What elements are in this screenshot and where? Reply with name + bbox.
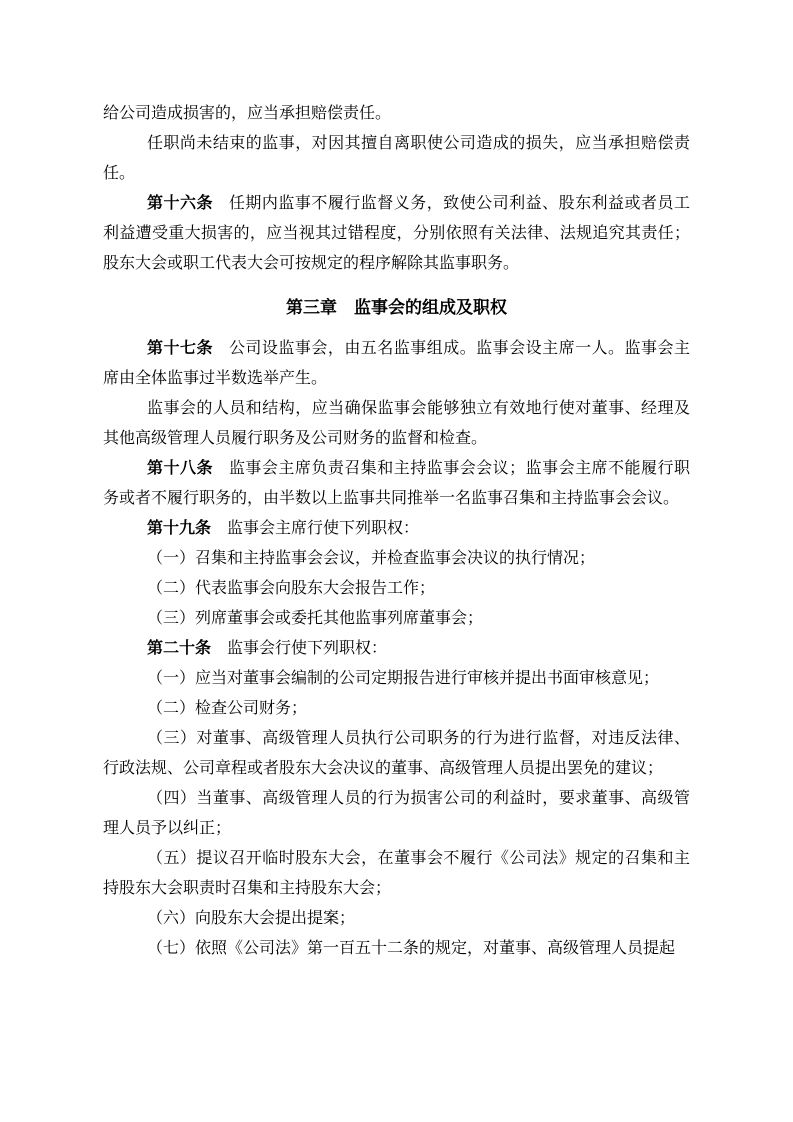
list-item-20-1: （一）应当对董事会编制的公司定期报告进行审核并提出书面审核意见；	[147, 670, 660, 687]
list-item-20-5: （五）提议召开临时股东大会，在董事会不履行《公司法》规定的召集和主持股东大会职责时召集和主持股东大会；	[103, 850, 690, 897]
article-paragraph-19	[103, 514, 690, 544]
list-item-19-2: （二）代表监事会向股东大会报告工作；	[147, 580, 436, 597]
list-item-20-6: （六）向股东大会提出提案；	[147, 910, 356, 927]
list-item-20-2: （二）检查公司财务；	[147, 700, 308, 717]
list-item-20-4: （四）当董事、高级管理人员的行为损害公司的利益时，要求董事、高级管理人员予以纠正；	[103, 790, 690, 837]
article-paragraph-20	[103, 634, 690, 664]
article-number-18: 第十八条	[147, 460, 213, 477]
article-text-17: 公司设监事会，由五名监事组成。监事会设主席一人。监事会主席由全体监事过半数选举产生。	[103, 340, 690, 387]
chapter-heading: 第三章 监事会的组成及职权	[286, 298, 507, 317]
article-number-19: 第十九条	[147, 520, 212, 537]
article-text-19: 监事会主席行使下列职权：	[227, 520, 420, 537]
paragraph-body: 监事会的人员和结构，应当确保监事会能够独立有效地行使对董事、经理及其他高级管理人员履行职务及公司财务的监督和检查。	[103, 400, 690, 447]
paragraph-body: 任职尚未结束的监事，对因其擅自离职使公司造成的损失，应当承担赔偿责任。	[103, 135, 690, 182]
list-item-20-7: （七）依照《公司法》第一百五十二条的规定，对董事、高级管理人员提起	[147, 940, 676, 957]
article-paragraph-17	[103, 334, 690, 394]
article-text-18: 监事会主席负责召集和主持监事会会议；监事会主席不能履行职务或者不履行职务的，由半数以上监事共同推举一名监事召集和主持监事会会议。	[103, 460, 690, 507]
article-text-20: 监事会行使下列职权：	[227, 640, 388, 657]
list-item-20-3: （三）对董事、高级管理人员执行公司职务的行为进行监督，对违反法律、行政法规、公司章程或者股东大会决议的董事、高级管理人员提出罢免的建议；	[103, 730, 690, 777]
article-number-16: 第十六条	[147, 195, 213, 212]
article-text-16: 任期内监事不履行监督义务，致使公司利益、股东利益或者员工利益遭受重大损害的，应当视其过错程度，分别依照有关法律、法规追究其责任；股东大会或职工代表大会可按规定的程序解除其监事职务。	[103, 195, 690, 272]
paragraph-continuation: 给公司造成损害的，应当承担赔偿责任。	[103, 105, 392, 122]
article-number-20: 第二十条	[147, 640, 212, 657]
list-item-19-3: （三）列席董事会或委托其他监事列席董事会；	[147, 610, 484, 627]
article-number-17: 第十七条	[147, 340, 213, 357]
article-paragraph-16	[103, 189, 690, 279]
article-paragraph-18	[103, 454, 690, 514]
list-item-19-1: （一）召集和主持监事会会议，并检查监事会决议的执行情况；	[147, 550, 596, 567]
